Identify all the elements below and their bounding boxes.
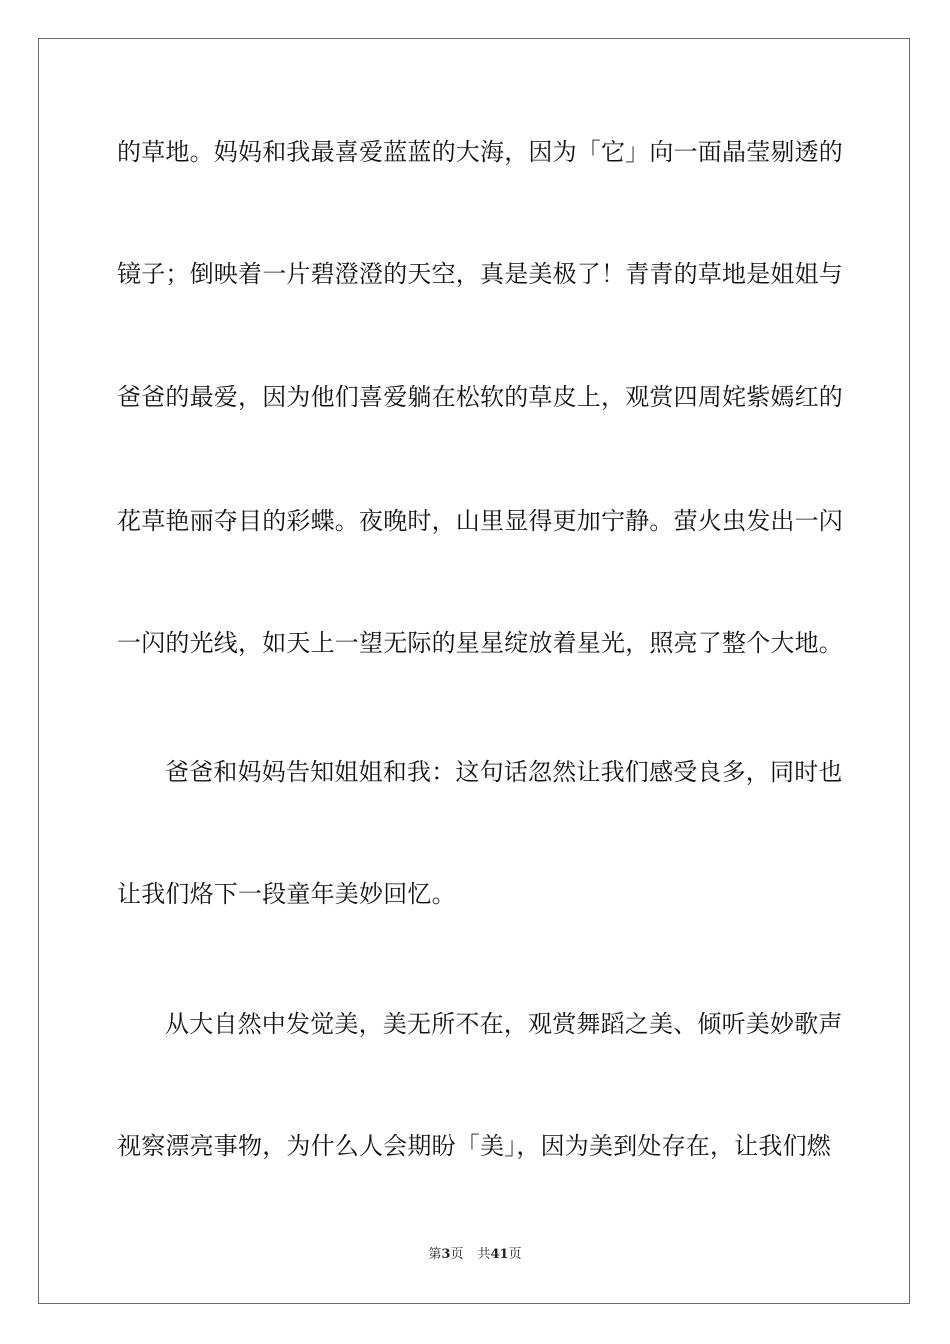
page-number: 3	[441, 1247, 451, 1262]
total-suffix: 页	[508, 1247, 522, 1262]
paragraph-first-line: 爸爸和妈妈告知姐姐和我：这句话忽然让我们感受良多，同时也	[165, 758, 843, 786]
total-prefix: 共	[477, 1247, 491, 1262]
text-line: 花草艳丽夺目的彩蝶。夜晚时，山里显得更加宁静。萤火虫发出一闪	[117, 507, 843, 535]
text-line: 镜子；倒映着一片碧澄澄的天空，真是美极了！青青的草地是姐姐与	[117, 260, 843, 288]
page-prefix: 第	[428, 1247, 442, 1262]
text-line: 的草地。妈妈和我最喜爱蓝蓝的大海，因为「它」向一面晶莹剔透的	[117, 138, 843, 166]
text-line: 视察漂亮事物，为什么人会期盼「美」，因为美到处存在，让我们燃	[117, 1132, 831, 1160]
paragraph-first-line: 从大自然中发觉美，美无所不在，观赏舞蹈之美、倾听美妙歌声	[165, 1010, 843, 1038]
page-footer	[0, 1246, 950, 1264]
text-line: 一闪的光线，如天上一望无际的星星绽放着星光，照亮了整个大地。	[117, 629, 843, 657]
text-line: 爸爸的最爱，因为他们喜爱躺在松软的草皮上，观赏四周姹紫嫣红的	[117, 383, 843, 411]
page-border	[38, 38, 910, 1304]
page-suffix: 页	[450, 1247, 464, 1262]
total-pages: 41	[490, 1247, 509, 1262]
text-line: 让我们烙下一段童年美妙回忆。	[117, 880, 456, 908]
